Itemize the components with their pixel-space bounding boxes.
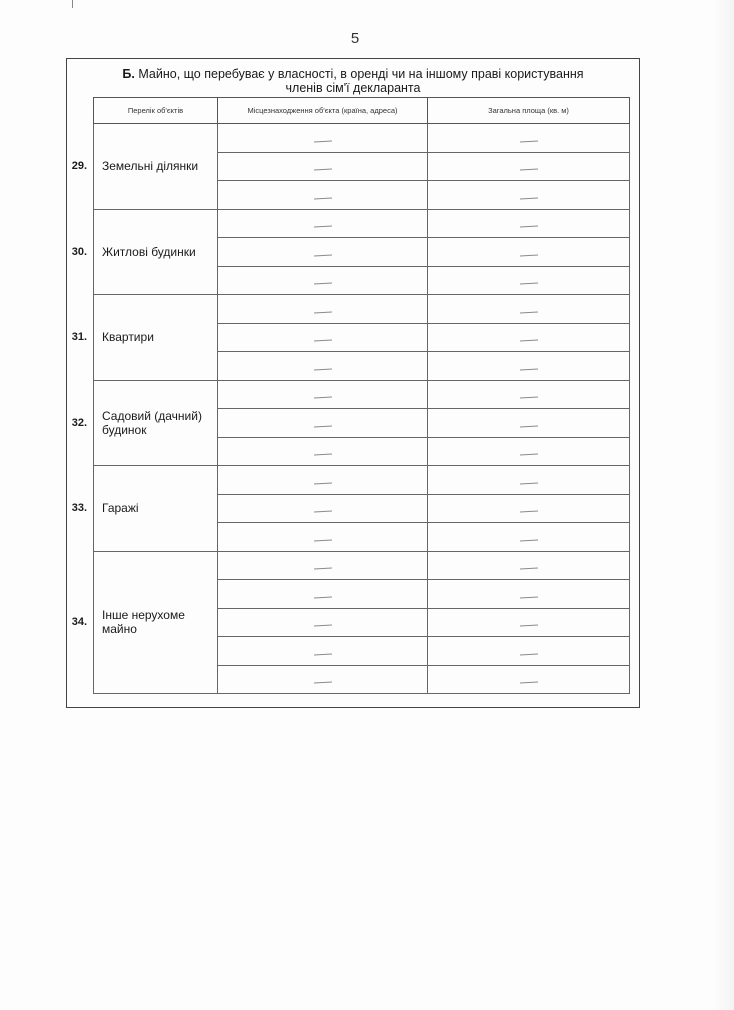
- empty-dash-mark: [519, 197, 537, 199]
- location-cell: [218, 181, 428, 210]
- empty-dash-mark: [519, 397, 537, 399]
- object-type-cell: [71, 380, 218, 466]
- object-type-cell: [71, 295, 218, 381]
- empty-dash-mark: [519, 169, 537, 171]
- area-cell: [428, 637, 630, 666]
- item-number: 29.: [71, 160, 87, 173]
- area-cell: [428, 409, 630, 438]
- empty-dash-mark: [313, 511, 331, 513]
- item-number: 34.: [71, 616, 87, 629]
- table-row: [94, 551, 630, 580]
- location-cell: [218, 437, 428, 466]
- object-type-label: Житлові будинки: [102, 244, 196, 259]
- empty-dash-mark: [313, 653, 331, 655]
- item-number: 30.: [71, 245, 87, 258]
- empty-dash-mark: [313, 454, 331, 456]
- object-type-cell: [71, 466, 218, 552]
- page-number: 5: [350, 30, 360, 47]
- location-cell: [218, 580, 428, 609]
- location-cell: [218, 152, 428, 181]
- empty-dash-mark: [519, 368, 537, 370]
- object-type-label: Інше нерухоме майно: [102, 608, 185, 637]
- property-table: [71, 97, 630, 694]
- empty-dash-mark: [519, 539, 537, 541]
- empty-dash-mark: [519, 625, 537, 627]
- area-cell: [428, 181, 630, 210]
- empty-dash-mark: [313, 169, 331, 171]
- item-number: 33.: [71, 502, 87, 515]
- section-title-line2: членів сім'ї декларанта: [285, 81, 421, 95]
- empty-dash-mark: [313, 682, 331, 684]
- header-area: Загальна площа (кв. м): [428, 98, 630, 124]
- empty-dash-mark: [519, 568, 537, 570]
- area-cell: [428, 124, 630, 153]
- empty-dash-mark: [313, 197, 331, 199]
- object-type-label: Квартири: [102, 330, 154, 345]
- section-title-line1: Майно, що перебуває у власності, в оренді чи на іншому праві користування: [138, 67, 584, 81]
- empty-dash-mark: [519, 425, 537, 427]
- area-cell: [428, 608, 630, 637]
- header-location: Місцезнаходження об'єкта (країна, адреса): [218, 98, 428, 124]
- empty-dash-mark: [519, 682, 537, 684]
- empty-dash-mark: [519, 482, 537, 484]
- empty-dash-mark: [313, 226, 331, 228]
- empty-dash-mark: [313, 397, 331, 399]
- location-cell: [218, 494, 428, 523]
- item-number: 32.: [71, 416, 87, 429]
- object-type-label: Садовий (дачний) будинок: [102, 408, 202, 437]
- property-section-frame: [66, 58, 640, 708]
- area-cell: [428, 494, 630, 523]
- area-cell: [428, 665, 630, 694]
- area-cell: [428, 551, 630, 580]
- table-body: [71, 124, 630, 694]
- object-type-cell: [71, 209, 218, 295]
- empty-dash-mark: [519, 340, 537, 342]
- header-object-list: Перелік об'єктів: [94, 98, 218, 124]
- location-cell: [218, 266, 428, 295]
- area-cell: [428, 437, 630, 466]
- area-cell: [428, 238, 630, 267]
- area-cell: [428, 152, 630, 181]
- section-letter: Б.: [122, 67, 135, 81]
- item-number: 31.: [71, 331, 87, 344]
- location-cell: [218, 608, 428, 637]
- location-cell: [218, 380, 428, 409]
- empty-dash-mark: [313, 368, 331, 370]
- empty-dash-mark: [519, 653, 537, 655]
- empty-dash-mark: [519, 254, 537, 256]
- empty-dash-mark: [313, 283, 331, 285]
- empty-dash-mark: [519, 311, 537, 313]
- location-cell: [218, 352, 428, 381]
- table-row: [94, 295, 630, 324]
- table-row: [94, 209, 630, 238]
- area-cell: [428, 323, 630, 352]
- location-cell: [218, 637, 428, 666]
- area-cell: [428, 209, 630, 238]
- empty-dash-mark: [313, 539, 331, 541]
- empty-dash-mark: [313, 254, 331, 256]
- area-cell: [428, 466, 630, 495]
- empty-dash-mark: [519, 511, 537, 513]
- location-cell: [218, 209, 428, 238]
- scan-mark: [72, 0, 73, 8]
- table-row: [94, 124, 630, 153]
- area-cell: [428, 580, 630, 609]
- location-cell: [218, 124, 428, 153]
- area-cell: [428, 352, 630, 381]
- area-cell: [428, 523, 630, 552]
- empty-dash-mark: [313, 311, 331, 313]
- object-type-label: Земельні ділянки: [102, 159, 199, 174]
- area-cell: [428, 266, 630, 295]
- empty-dash-mark: [313, 596, 331, 598]
- empty-dash-mark: [519, 596, 537, 598]
- table-header-row: [94, 98, 630, 124]
- scan-edge-shadow: [712, 0, 734, 1010]
- location-cell: [218, 466, 428, 495]
- table-row: [94, 380, 630, 409]
- location-cell: [218, 238, 428, 267]
- area-cell: [428, 295, 630, 324]
- area-cell: [428, 380, 630, 409]
- empty-dash-mark: [519, 283, 537, 285]
- empty-dash-mark: [313, 568, 331, 570]
- empty-dash-mark: [519, 140, 537, 142]
- table-row: [94, 466, 630, 495]
- location-cell: [218, 295, 428, 324]
- empty-dash-mark: [313, 482, 331, 484]
- object-type-label: Гаражі: [102, 501, 139, 516]
- empty-dash-mark: [313, 425, 331, 427]
- empty-dash-mark: [519, 454, 537, 456]
- location-cell: [218, 551, 428, 580]
- empty-dash-mark: [313, 140, 331, 142]
- empty-dash-mark: [313, 340, 331, 342]
- empty-dash-mark: [519, 226, 537, 228]
- location-cell: [218, 323, 428, 352]
- section-title: [67, 67, 639, 95]
- location-cell: [218, 665, 428, 694]
- location-cell: [218, 409, 428, 438]
- object-type-cell: [71, 551, 218, 694]
- empty-dash-mark: [313, 625, 331, 627]
- object-type-cell: [71, 124, 218, 210]
- location-cell: [218, 523, 428, 552]
